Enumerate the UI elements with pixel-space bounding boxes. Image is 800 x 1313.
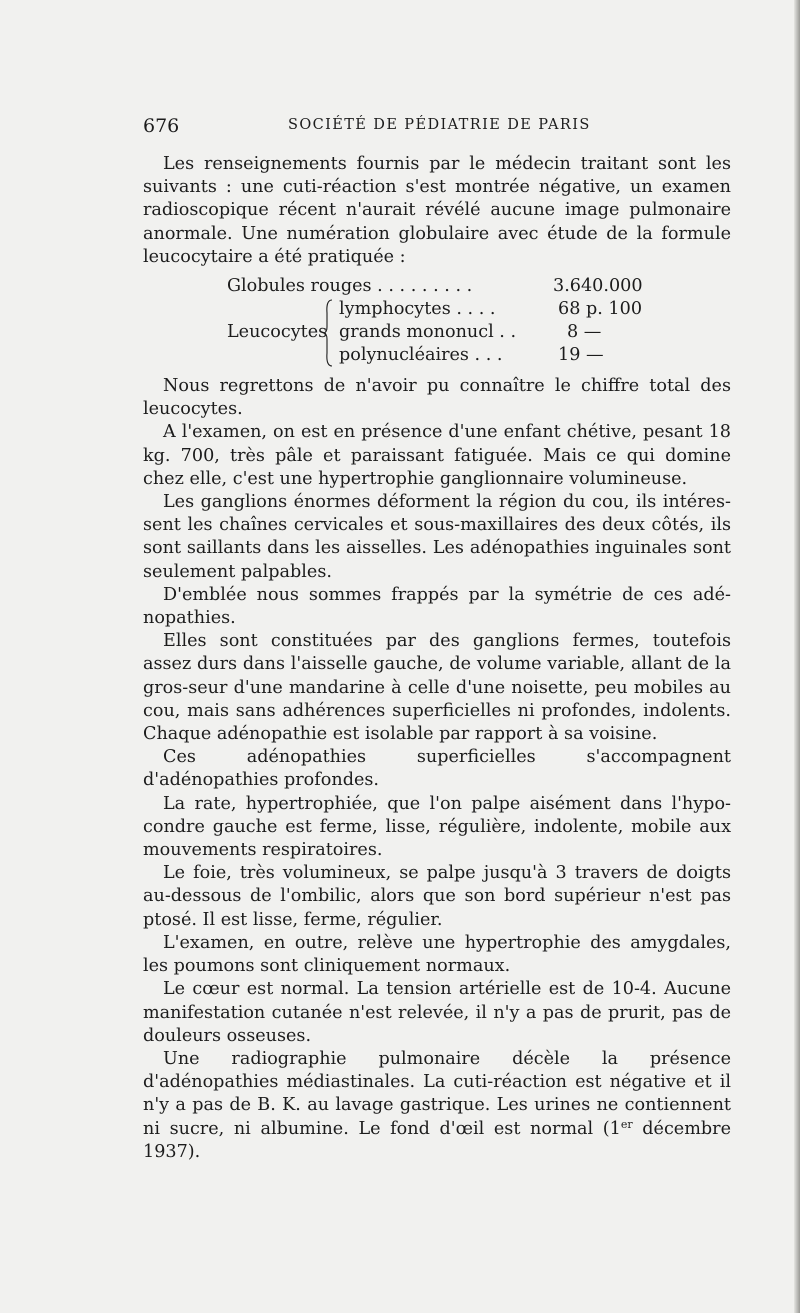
paragraph: Le cœur est normal. La tension artérielle est de 10-4. Aucune manifestation cutanée n'est relevée, il n'y a pas de prurit, pas de douleurs osseuses. [143,979,731,1046]
page-header [143,115,731,139]
paragraph: Les ganglions énormes déforment la région du cou, ils intéres-sent les chaînes cervicales et sous-maxillaires des deux côtés, ils sont saillants dans les aisselles. Les adénopathies inguinales sont seulement palpables. [143,492,731,582]
page-edge-shadow [794,0,800,1313]
table-row [143,298,731,321]
paragraph-last [143,1048,731,1164]
paragraph: Ces adénopathies superficielles s'accompagnent d'adénopathies profondes. [143,747,731,791]
cell-type-label: grands mononucl . . [339,322,517,343]
table-row-globules [143,275,731,298]
paragraph: L'examen, en outre, relève une hypertrophie des amygdales, les poumons sont cliniquement normaux. [143,932,731,977]
paragraph: La rate, hypertrophiée, que l'on palpe aisément dans l'hypo-condre gauche est ferme, lisse, régulière, indolente, mobile aux mouvements respiratoires. [143,793,731,861]
page-number: 676 [143,115,180,137]
running-head: SOCIÉTÉ DE PÉDIATRIE DE PARIS [288,117,591,133]
paragraph: A l'examen, on est en présence d'une enfant chétive, pesant 18 kg. 700, très pâle et paraissant fatiguée. Mais ce qui domine chez elle, c'est une hypertrophie ganglionnaire volumineuse. [143,422,731,489]
cell-type-value: 19 — [558,345,604,366]
paragraph: Nous regrettons de n'avoir pu connaître le chiffre total des leucocytes. [143,376,731,420]
cell-type-value: 68 p. 100 [558,299,643,320]
paragraph-intro: Les renseignements fournis par le médecin traitant sont les suivants : une cuti-réaction s'est montrée négative, un examen radioscopique récent n'aurait révélé aucune image pulmonaire anormale. Une numération globulaire avec étude de la formule leucocytaire a été pratiquée : [143,154,731,267]
table-row [143,321,731,344]
last-paragraph-text: Une radiographie pulmonaire décèle la présence d'adénopathies médiastinales. La cuti-réaction est négative et il n'y a pas de B. K. au lavage gastrique. Les urines ne contiennent ni sucre, ni albumine. Le fond d'œil est normal (1 [143,1048,731,1139]
table-row [143,344,731,367]
cell-type-label: polynucléaires . . . [339,345,503,366]
paragraph: Elles sont constituées par des ganglions fermes, toutefois assez durs dans l'aisselle gauche, de volume variable, allant de la gros-seur d'une mandarine à celle d'une noisette, peu mobiles au cou, mais sans adhérences superficielles ni profondes, indolents. Chaque adénopathie est isolable par rapport à sa voisine. [143,631,731,745]
globules-value: 3.640.000 [553,276,643,297]
superscript-ordinal: er [620,1117,633,1131]
globules-label: Globules rouges . . . . . . . . . [227,276,473,297]
cell-type-value: 8 — [567,322,602,343]
last-paragraph-closing: décembre 1937). [143,1118,731,1162]
paragraph: D'emblée nous sommes frappés par la symétrie de ces adé-nopathies. [143,584,731,629]
blood-count-table [143,275,731,367]
paragraph: Le foie, très volumineux, se palpe jusqu'à 3 travers de doigts au-dessous de l'ombilic, alors que son bord supérieur n'est pas ptosé. Il est lisse, ferme, régulier. [143,863,731,930]
article-body [143,153,731,1164]
cell-type-label: lymphocytes . . . . [339,299,496,320]
leucocytes-label: Leucocytes [227,322,328,343]
